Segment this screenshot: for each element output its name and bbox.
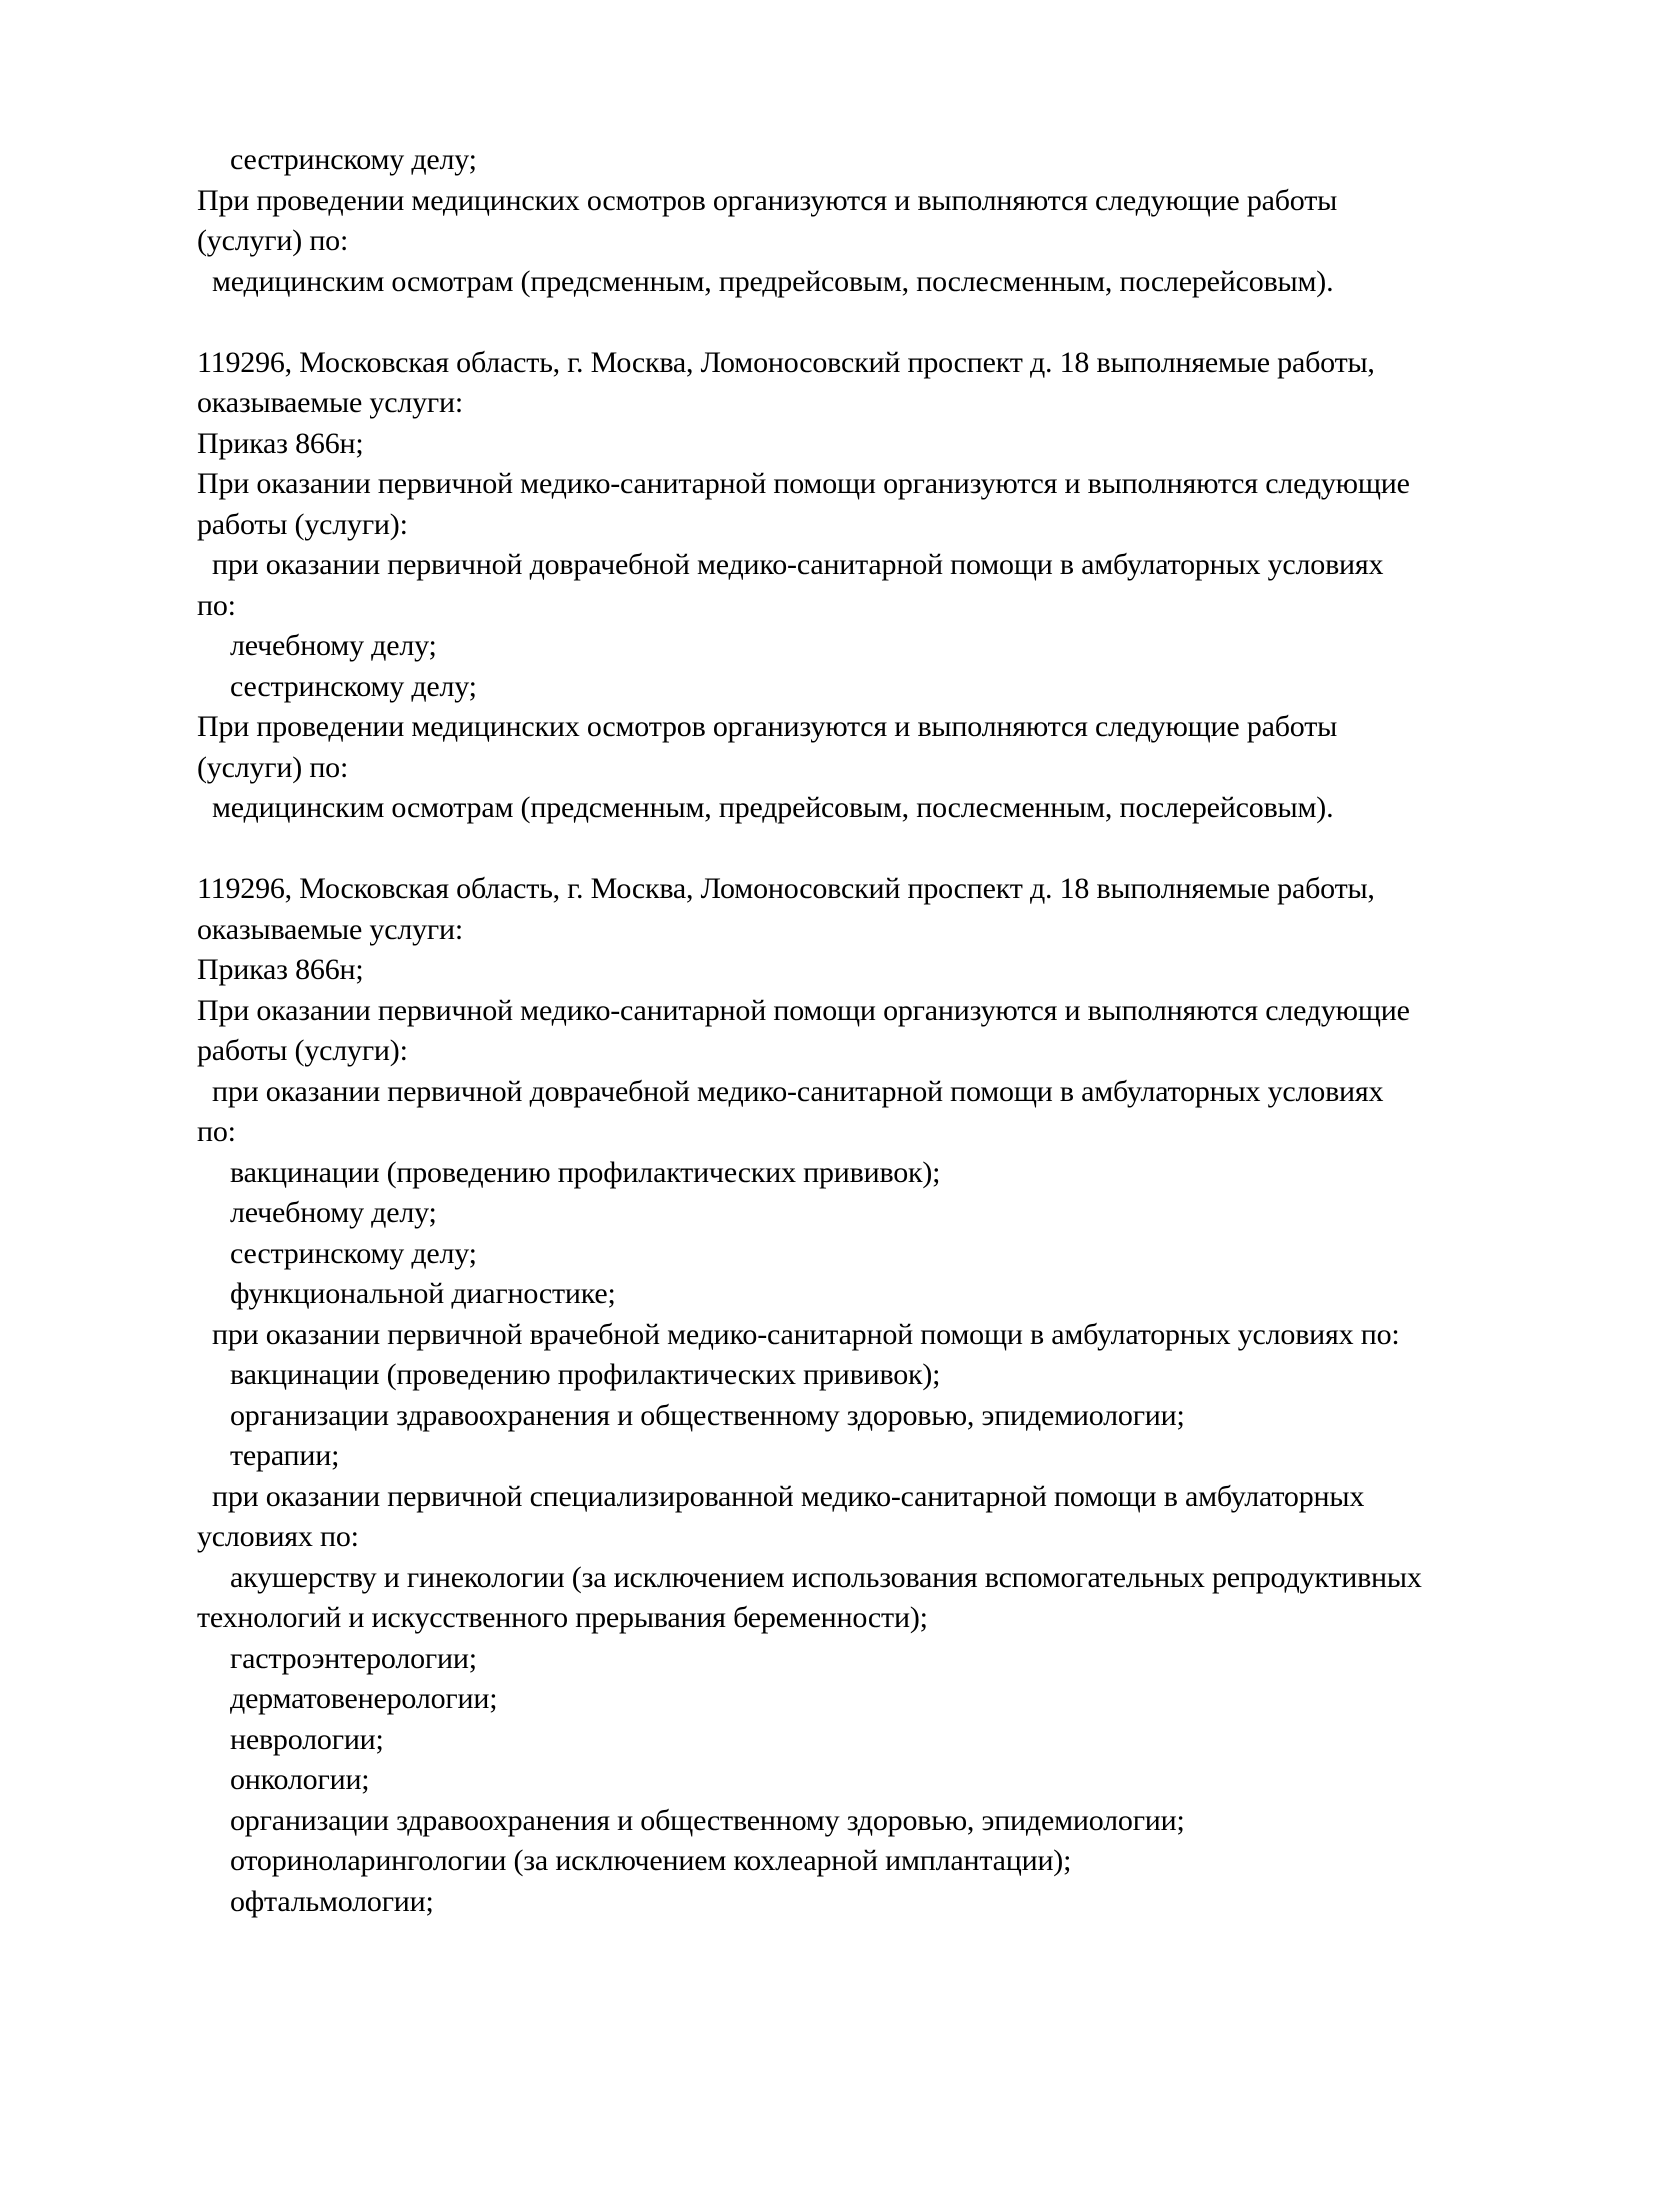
text-line: по: (197, 588, 236, 622)
text-line: (услуги) по: (197, 224, 349, 257)
text-line: терапии; (230, 1439, 340, 1472)
text-line: организации здравоохранения и общественному здоровью, эпидемиологии; (230, 1803, 1185, 1837)
text-line: оказываемые услуги: (197, 386, 463, 419)
text-line: функциональной диагностике; (230, 1277, 616, 1310)
text-line: Приказ 866н; (197, 426, 364, 460)
text-line: Приказ 866н; (197, 953, 364, 986)
text-line: онкологии; (230, 1763, 370, 1796)
text-line: лечебному делу; (230, 1196, 437, 1229)
document-text-block (0, 140, 1653, 1922)
text-line: дерматовенерологии; (230, 1682, 498, 1715)
text-line: технологий и искусственного прерывания беременности); (197, 1601, 928, 1634)
text-line: оказываемые услуги: (197, 912, 463, 946)
text-line: сестринскому делу; (230, 669, 477, 703)
text-line: при оказании первичной специализированной медико-санитарной помощи в амбулаторных (212, 1479, 1365, 1513)
text-line: При проведении медицинских осмотров организуются и выполняются следующие работы (197, 183, 1338, 217)
text-line: вакцинации (проведению профилактических прививок); (230, 1155, 941, 1189)
text-line: При оказании первичной медико-санитарной помощи организуются и выполняются следующие (197, 993, 1410, 1027)
text-line: при оказании первичной доврачебной медико-санитарной помощи в амбулаторных условиях (212, 1074, 1384, 1108)
text-line: гастроэнтерологии; (230, 1641, 477, 1675)
text-line: работы (услуги): (197, 507, 408, 541)
text-line: при оказании первичной врачебной медико-санитарной помощи в амбулаторных условиях по: (212, 1317, 1400, 1351)
text-line: При проведении медицинских осмотров организуются и выполняются следующие работы (197, 710, 1338, 743)
text-line: при оказании первичной доврачебной медико-санитарной помощи в амбулаторных условиях (212, 548, 1384, 581)
text-line: 119296, Московская область, г. Москва, Ломоносовский проспект д. 18 выполняемые работы, (197, 872, 1375, 905)
blank-line (0, 829, 1653, 870)
text-line: При оказании первичной медико-санитарной помощи организуются и выполняются следующие (197, 467, 1410, 500)
text-line: лечебному делу; (230, 629, 437, 662)
text-line: (услуги) по: (197, 750, 349, 784)
text-line: сестринскому делу; (230, 1236, 477, 1270)
text-line: 119296, Московская область, г. Москва, Ломоносовский проспект д. 18 выполняемые работы, (197, 345, 1375, 379)
text-line: офтальмологии; (230, 1884, 434, 1918)
text-line: медицинским осмотрам (предсменным, предрейсовым, послесменным, послерейсовым). (212, 264, 1334, 298)
text-line: неврологии; (230, 1722, 384, 1756)
text-line: работы (услуги): (197, 1034, 408, 1067)
text-line: медицинским осмотрам (предсменным, предрейсовым, послесменным, послерейсовым). (212, 791, 1334, 824)
text-line: вакцинации (проведению профилактических прививок); (230, 1358, 941, 1391)
text-line: условиях по: (197, 1520, 359, 1553)
text-line: акушерству и гинекологии (за исключением использования вспомогательных репродуктивных (230, 1560, 1422, 1594)
blank-line (0, 302, 1653, 343)
text-line: оториноларингологии (за исключением кохлеарной имплантации); (230, 1844, 1072, 1877)
text-line: по: (197, 1115, 236, 1148)
text-line: сестринскому делу; (230, 143, 477, 176)
text-line: организации здравоохранения и общественному здоровью, эпидемиологии; (230, 1398, 1185, 1432)
